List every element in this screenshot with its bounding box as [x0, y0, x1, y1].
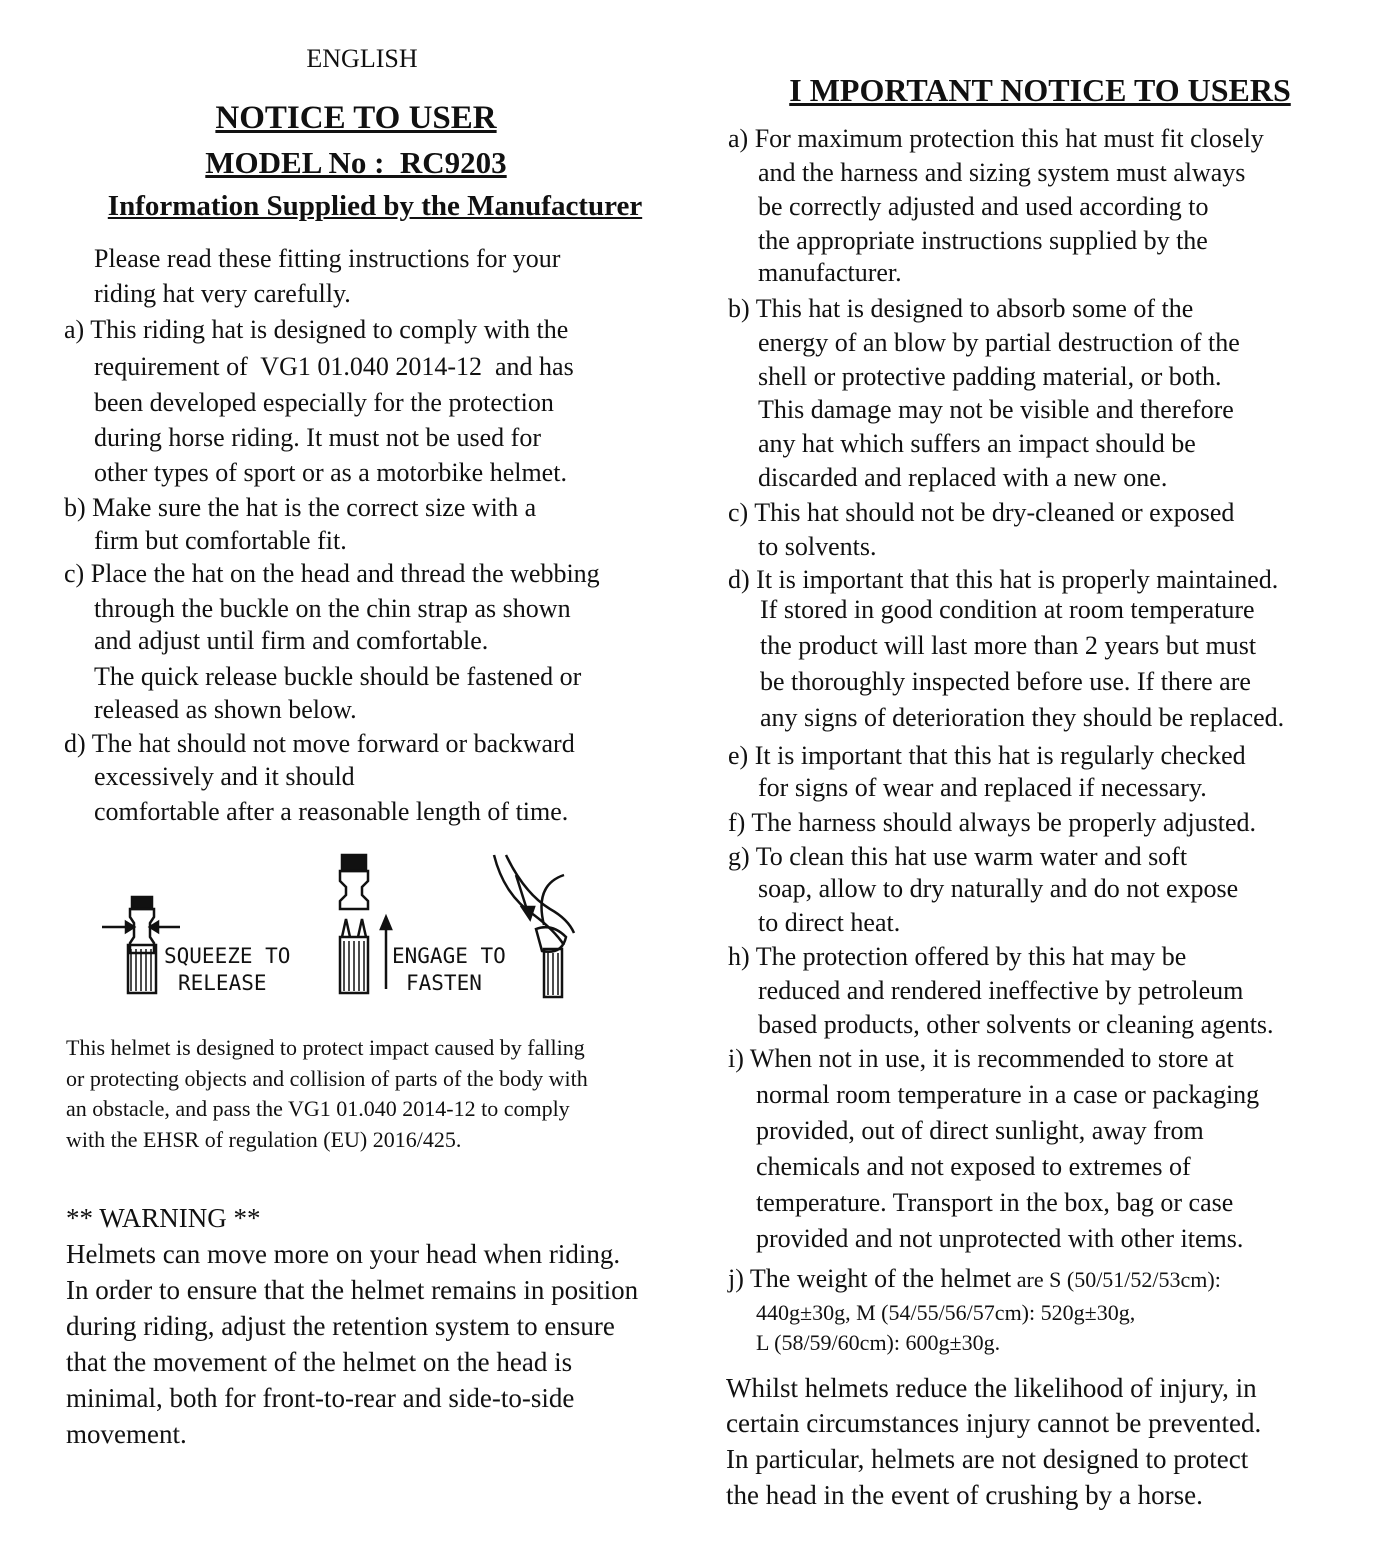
- intro-line: riding hat very carefully.: [94, 279, 351, 308]
- item-line: manufacturer.: [758, 258, 902, 287]
- item-line: L (58/59/60cm): 600g±30g.: [756, 1330, 1001, 1355]
- item-line: provided, out of direct sunlight, away from: [756, 1116, 1204, 1145]
- compliance-line: with the EHSR of regulation (EU) 2016/425.: [66, 1127, 462, 1152]
- item-line: excessively and it should: [94, 762, 355, 791]
- item-line: shell or protective padding material, or both.: [758, 362, 1222, 391]
- item-line: c) This hat should not be dry-cleaned or exposed: [728, 498, 1235, 527]
- item-line: c) Place the hat on the head and thread the webbing: [64, 559, 600, 588]
- item-line: soap, allow to dry naturally and do not expose: [758, 874, 1239, 903]
- warning-line: during riding, adjust the retention system to ensure: [66, 1311, 615, 1341]
- item-line: b) This hat is designed to absorb some of the: [728, 294, 1194, 323]
- item-line: and the harness and sizing system must always: [758, 158, 1246, 187]
- buckle-diagram-icon: [96, 845, 596, 1005]
- item-line: i) When not in use, it is recommended to store at: [728, 1044, 1234, 1073]
- warning-line: that the movement of the helmet on the head is: [66, 1347, 573, 1377]
- item-line: requirement of VG1 01.040 2014-12 and has: [94, 352, 574, 381]
- warning-title: ** WARNING **: [66, 1203, 261, 1233]
- notice-title: NOTICE TO USER: [215, 100, 497, 136]
- item-line: to solvents.: [758, 532, 877, 561]
- weight-intro: j) The weight of the helmet: [728, 1264, 1012, 1293]
- item-line: h) The protection offered by this hat may be: [728, 942, 1187, 971]
- warning-line: Helmets can move more on your head when riding.: [66, 1239, 621, 1269]
- closing-line: In particular, helmets are not designed to protect: [726, 1444, 1249, 1474]
- item-line: and adjust until firm and comfortable.: [94, 626, 489, 655]
- closing-line: certain circumstances injury cannot be prevented.: [726, 1408, 1262, 1438]
- item-line: through the buckle on the chin strap as shown: [94, 594, 571, 623]
- item-line: d) It is important that this hat is properly maintained.: [728, 565, 1279, 594]
- item-line: energy of an blow by partial destruction of the: [758, 328, 1240, 357]
- item-line: any hat which suffers an impact should be: [758, 429, 1196, 458]
- closing-line: Whilst helmets reduce the likelihood of injury, in: [726, 1373, 1257, 1403]
- item-line: the product will last more than 2 years but must: [760, 631, 1257, 660]
- item-line: The quick release buckle should be fastened or: [94, 662, 582, 691]
- item-line: for signs of wear and replaced if necessary.: [758, 773, 1207, 802]
- item-line: chemicals and not exposed to extremes of: [756, 1152, 1191, 1181]
- warning-line: In order to ensure that the helmet remains in position: [66, 1275, 639, 1305]
- compliance-line: This helmet is designed to protect impact caused by falling: [66, 1035, 585, 1060]
- item-line: temperature. Transport in the box, bag or case: [756, 1188, 1234, 1217]
- item-line: a) This riding hat is designed to comply with the: [64, 315, 569, 344]
- item-line: released as shown below.: [94, 695, 357, 724]
- squeeze-label-line: RELEASE: [178, 971, 267, 995]
- item-line: other types of sport or as a motorbike helmet.: [94, 458, 567, 487]
- item-line: a) For maximum protection this hat must fit closely: [728, 124, 1264, 153]
- item-line: This damage may not be visible and therefore: [758, 395, 1234, 424]
- item-line: reduced and rendered ineffective by petroleum: [758, 976, 1244, 1005]
- warning-line: minimal, both for front-to-rear and side-to-side: [66, 1383, 575, 1413]
- item-line: discarded and replaced with a new one.: [758, 463, 1168, 492]
- intro-line: Please read these fitting instructions for your: [94, 244, 561, 273]
- item-line: 440g±30g, M (54/55/56/57cm): 520g±30g,: [756, 1300, 1136, 1325]
- item-line: be correctly adjusted and used according to: [758, 192, 1209, 221]
- item-line: If stored in good condition at room temperature: [760, 595, 1255, 624]
- item-line: been developed especially for the protection: [94, 388, 554, 417]
- item-line: comfortable after a reasonable length of time.: [94, 797, 569, 826]
- model-number: MODEL No : RC9203: [205, 145, 507, 180]
- item-line: f) The harness should always be properly adjusted.: [728, 808, 1257, 837]
- weight-sizes-small: are S (50/51/52/53cm):: [1011, 1267, 1221, 1292]
- squeeze-label-line: SQUEEZE TO: [164, 944, 291, 968]
- item-line: provided and not unprotected with other items.: [756, 1224, 1244, 1253]
- important-notice-heading: I MPORTANT NOTICE TO USERS: [789, 72, 1291, 108]
- item-line: d) The hat should not move forward or backward: [64, 729, 575, 758]
- compliance-line: or protecting objects and collision of parts of the body with: [66, 1066, 588, 1091]
- item-line: normal room temperature in a case or packaging: [756, 1080, 1260, 1109]
- info-heading: Information Supplied by the Manufacturer: [107, 190, 643, 222]
- engage-label-line: FASTEN: [406, 971, 482, 995]
- closing-line: the head in the event of crushing by a horse.: [726, 1480, 1203, 1510]
- engage-label-line: ENGAGE TO: [392, 944, 506, 968]
- language-label: ENGLISH: [306, 44, 418, 73]
- item-line: e) It is important that this hat is regularly checked: [728, 741, 1246, 770]
- item-line: during horse riding. It must not be used for: [94, 423, 541, 452]
- item-line: any signs of deterioration they should be replaced.: [760, 703, 1285, 732]
- compliance-line: an obstacle, and pass the VG1 01.040 2014-12 to comply: [66, 1096, 570, 1121]
- item-line: based products, other solvents or cleaning agents.: [758, 1010, 1274, 1039]
- warning-line: movement.: [66, 1419, 187, 1449]
- item-line: the appropriate instructions supplied by the: [758, 226, 1208, 255]
- item-line: to direct heat.: [758, 908, 901, 937]
- item-line: be thoroughly inspected before use. If there are: [760, 667, 1251, 696]
- item-line: g) To clean this hat use warm water and soft: [728, 842, 1188, 871]
- item-line: b) Make sure the hat is the correct size with a: [64, 493, 537, 522]
- item-line: [728, 1262, 1221, 1297]
- item-line: firm but comfortable fit.: [94, 526, 347, 555]
